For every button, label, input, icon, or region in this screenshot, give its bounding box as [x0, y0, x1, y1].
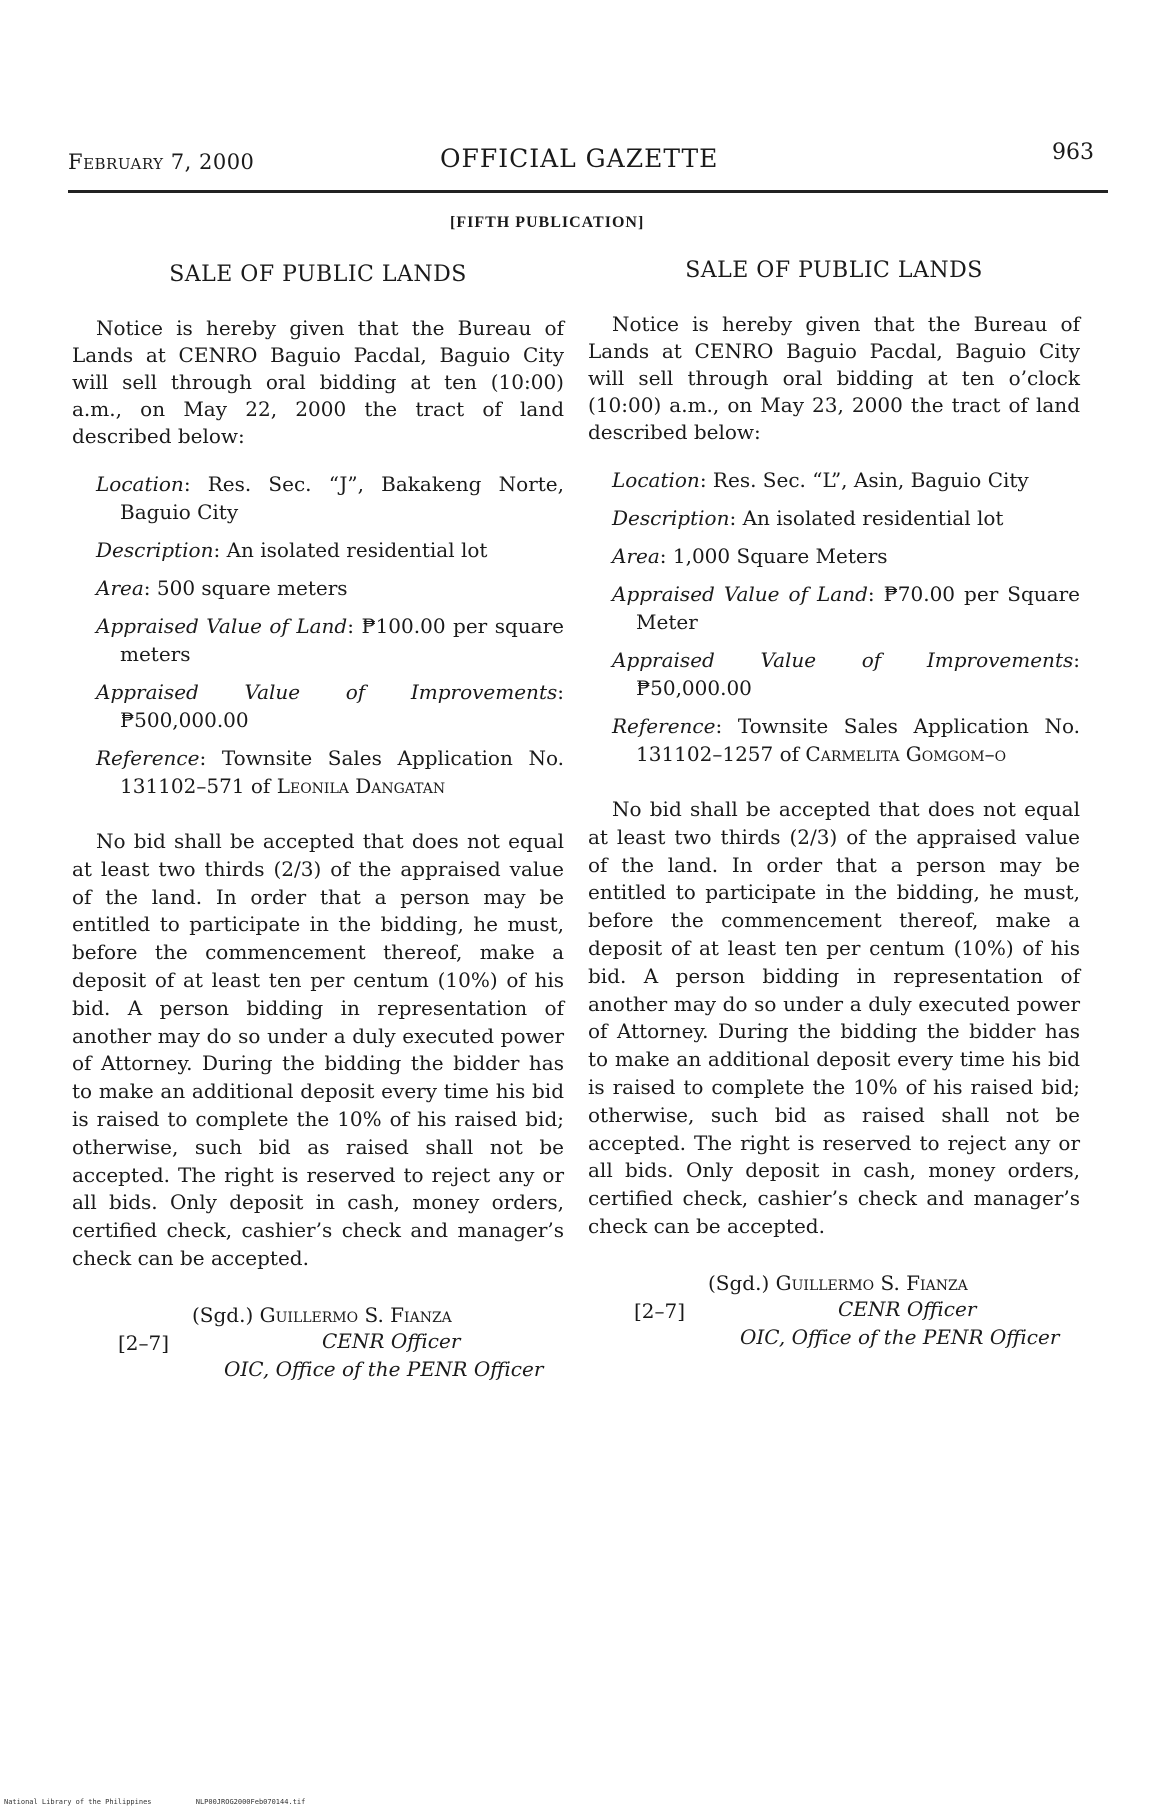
reference-field: Reference: Townsite Sales Application No. 131102–1257 of Carmelita Gomgom–o [612, 714, 1080, 766]
improvements-field: Appraised Value of Improvements: ₱50,000.00 [612, 648, 1080, 700]
description-field: Description: An isolated residential lot [612, 506, 1004, 530]
signed-mark: (Sgd.) [708, 1270, 770, 1295]
scan-footer [4, 1798, 345, 1806]
applicant-name: Carmelita Gomgom–o [805, 742, 1007, 766]
land-value: ₱100.00 per square meters [120, 614, 564, 666]
area-value: 500 square meters [156, 576, 348, 600]
location-value: Res. Sec. “L”, Asin, Baguio City [712, 468, 1029, 492]
notice-intro: Notice is hereby given that the Bureau of Lands at CENRO Baguio Pacdal, Baguio City will sell through oral bidding at ten o’clock (10:00) a.m., on May 23, 2000 the tract of land described below: [588, 312, 1080, 444]
description-label: Description [612, 506, 730, 530]
location-field: Location: Res. Sec. “J”, Bakakeng Norte, Baguio City [96, 472, 564, 524]
location-value: Res. Sec. “J”, Bakakeng Norte, Baguio City [120, 472, 564, 524]
signatory-office-oic: OIC, Office of the PENR Officer [740, 1324, 1060, 1349]
publication-code: [2–7] [118, 1330, 170, 1355]
land-value: ₱70.00 per Square Meter [636, 582, 1080, 634]
reference-value: Townsite Sales Application No. 131102–571 of [120, 746, 564, 798]
improvements-value: ₱50,000.00 [636, 676, 752, 700]
location-label: Location [96, 472, 184, 496]
reference-field: Reference: Townsite Sales Application No. 131102–571 of Leonila Dangatan [96, 746, 564, 798]
improvements-value: ₱500,000.00 [120, 708, 249, 732]
description-label: Description [96, 538, 214, 562]
library-credit: National Library of the Philippines [4, 1798, 152, 1806]
notice-column-right [588, 258, 1080, 1367]
land-value-label: Appraised Value of Land [612, 582, 868, 606]
description-value: An isolated residential lot [742, 506, 1004, 530]
publication-code: [2–7] [634, 1298, 686, 1323]
improvements-field: Appraised Value of Improvements: ₱500,000.00 [96, 680, 564, 732]
area-field: Area: 1,000 Square Meters [612, 544, 888, 568]
improvements-label: Appraised Value of Improvements [96, 680, 558, 704]
signatory-name: Guillermo S. Fianza [775, 1270, 968, 1295]
signatory-office: CENR Officer [322, 1328, 461, 1353]
signatory-line [192, 1303, 452, 1327]
notice-title: SALE OF PUBLIC LANDS [685, 258, 983, 283]
reference-value: Townsite Sales Application No. 131102–1257 of [636, 714, 1080, 766]
description-field: Description: An isolated residential lot [96, 538, 488, 562]
land-value-label: Appraised Value of Land [96, 614, 348, 638]
area-label: Area [96, 576, 144, 600]
bidding-terms: No bid shall be accepted that does not equal at least two thirds (2/3) of the appraised value of the land. In order that a person may be entitled to participate in the bidding, he must, before the commencement thereof, make a deposit of at least ten per centum (10%) of his bid. A person bidding in representation of another may do so under a duly executed power of Attorney. During the bidding the bidder has to make an additional deposit every time his bid is raised to complete the 10% of his raised bid; otherwise, such bid as raised shall not be accepted. The right is reserved to reject any or all bids. Only deposit in cash, money orders, certified check, cashier’s check and manager’s check can be accepted. [72, 829, 564, 1270]
land-value-field: Appraised Value of Land: ₱70.00 per Square Meter [612, 582, 1080, 634]
issue-date: February 7, 2000 [68, 150, 255, 174]
location-field: Location: Res. Sec. “L”, Asin, Baguio City [612, 468, 1029, 492]
notice-column-left [72, 262, 564, 1399]
scan-file-id: NLP00JROG2000Feb070144.tif [195, 1798, 306, 1806]
page-number: 963 [1052, 140, 1094, 165]
notice-title: SALE OF PUBLIC LANDS [169, 262, 467, 287]
signatory-line [708, 1271, 968, 1295]
signature-block [72, 1303, 564, 1399]
area-value: 1,000 Square Meters [672, 544, 888, 568]
signatory-office-oic: OIC, Office of the PENR Officer [224, 1356, 544, 1381]
applicant-name: Leonila Dangatan [276, 774, 446, 798]
description-value: An isolated residential lot [226, 538, 488, 562]
area-label: Area [612, 544, 660, 568]
location-label: Location [612, 468, 700, 492]
notice-intro: Notice is hereby given that the Bureau of Lands at CENRO Baguio Pacdal, Baguio City will sell through oral bidding at ten (10:00) a.m., on May 22, 2000 the tract of land described below: [72, 316, 564, 448]
publication-note: [FIFTH PUBLICATION] [450, 214, 645, 231]
signed-mark: (Sgd.) [192, 1302, 254, 1327]
improvements-label: Appraised Value of Improvements [612, 648, 1074, 672]
publication-title: OFFICIAL GAZETTE [440, 144, 719, 173]
area-field: Area: 500 square meters [96, 576, 348, 600]
signatory-office: CENR Officer [838, 1296, 977, 1321]
header-rule [68, 190, 1108, 193]
signatory-name: Guillermo S. Fianza [259, 1302, 452, 1327]
land-value-field: Appraised Value of Land: ₱100.00 per square meters [96, 614, 564, 666]
reference-label: Reference [96, 746, 200, 770]
signature-block [588, 1271, 1080, 1367]
bidding-terms: No bid shall be accepted that does not equal at least two thirds (2/3) of the appraised value of the land. In order that a person may be entitled to participate in the bidding, he must, before the commencement thereof, make a deposit of at least ten per centum (10%) of his bid. A person bidding in representation of another may do so under a duly executed power of Attorney. During the bidding the bidder has to make an additional deposit every time his bid is raised to complete the 10% of his raised bid; otherwise, such bid as raised shall not be accepted. The right is reserved to reject any or all bids. Only deposit in cash, money orders, certified check, cashier’s check and manager’s check can be accepted. [588, 797, 1080, 1238]
reference-label: Reference [612, 714, 716, 738]
page-header [68, 140, 1108, 180]
